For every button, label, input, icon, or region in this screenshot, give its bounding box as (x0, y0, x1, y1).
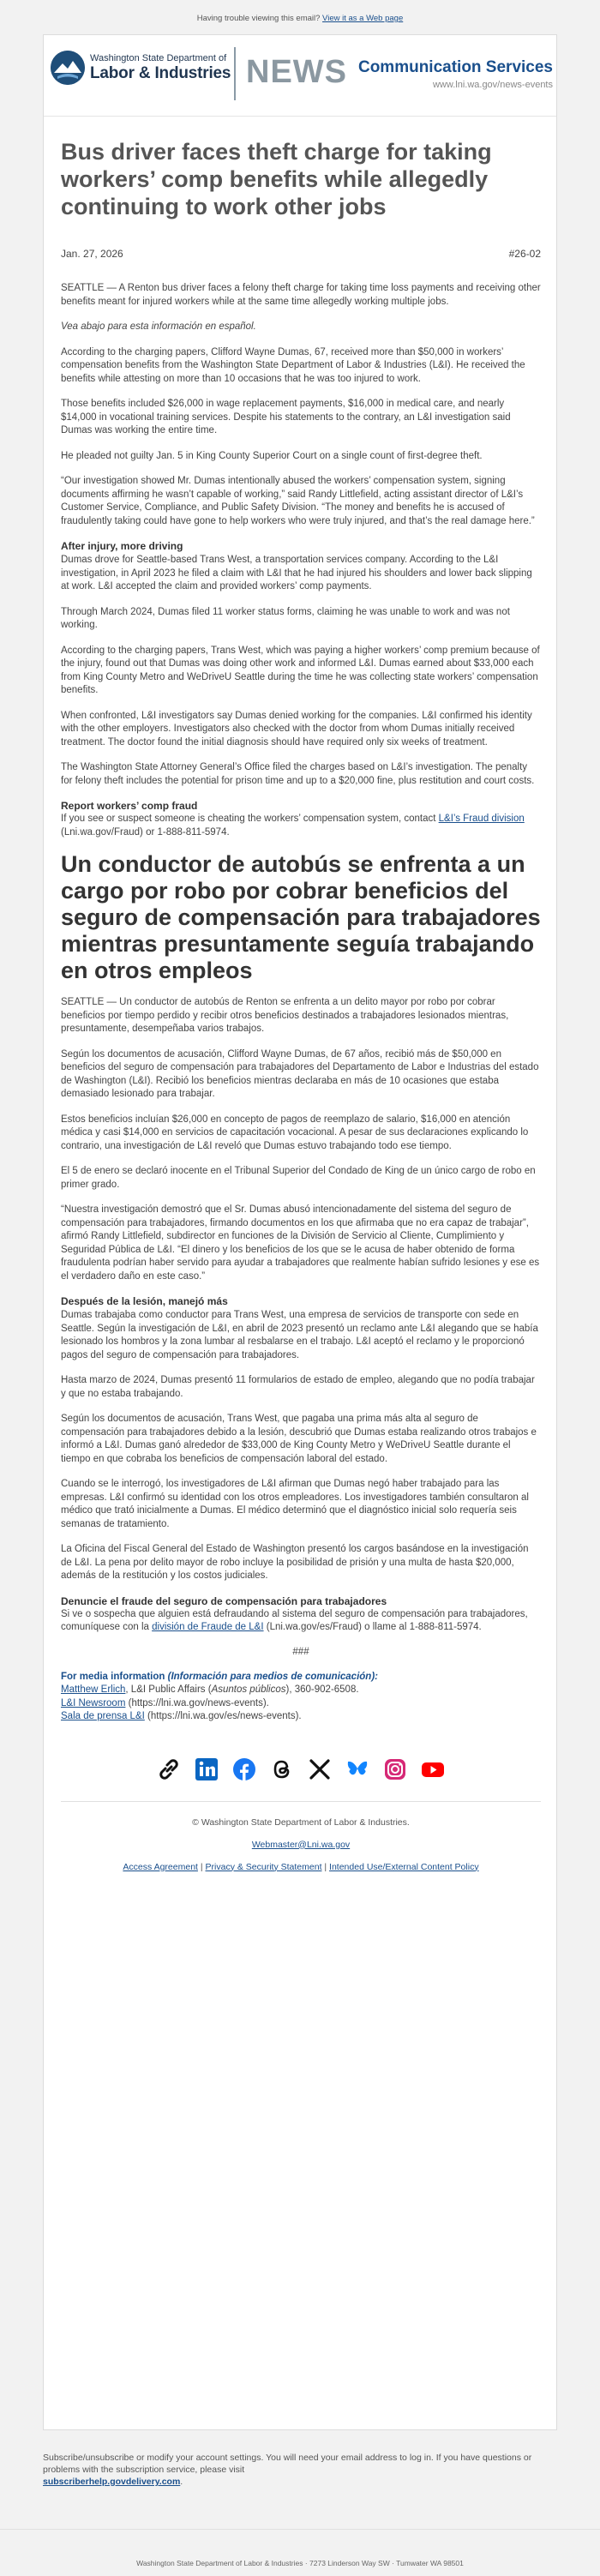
article (61, 138, 541, 1884)
threads-icon[interactable] (269, 1756, 295, 1782)
view-web-link[interactable]: View it as a Web page (322, 14, 404, 23)
instagram-icon[interactable] (382, 1756, 408, 1782)
fraude-division-link[interactable]: división de Fraude de L&I (152, 1622, 264, 1632)
paragraph: SEATTLE — A Renton bus driver faces a felony theft charge for taking time loss payments and receiving other benefits meant for injured workers while at the same time allegedly working multiple jobs. (61, 283, 541, 307)
header-url: www.lni.wa.gov/news-events (432, 80, 553, 90)
header (44, 35, 556, 117)
preheader (0, 0, 600, 34)
social-links (61, 1756, 541, 1782)
agency-line1: Washington State Department of (90, 53, 227, 63)
copyright: © Washington State Department of Labor & Industries. (192, 1816, 410, 1828)
paragraph: “Our investigation showed Mr. Dumas intentionally abused the workers’ compensation system, signing documents affirming he wasn’t capable of working,” said Randy Littlefield, acting assistant director of L&I’s Customer Service, Compliance, and Public Safety Division. “The money and benefits he is accused of fraudulently taking could have gone to help workers who were truly injured, and that’s the real damage here.” (61, 476, 535, 526)
paragraph: When confronted, L&I investigators say Dumas denied working for the companies. L&I confirmed his identity with the other employers. Investigators also checked with the doctor from whom Dumas initially received treatment. The doctor found the initial diagnosis should have required only six weeks of treatment. (61, 710, 532, 748)
contact-link[interactable]: Matthew Erlich (61, 1684, 126, 1695)
paragraph: SEATTLE — Un conductor de autobús de Renton se enfrenta a un delito mayor por robo por cobrar beneficios por tiempo perdido y recibir otros beneficios destinados a trabajadores lesionados mientras, presuntamente, desempeñaba varios trabajos. (61, 997, 509, 1034)
youtube-icon[interactable] (420, 1756, 446, 1782)
paragraph: Vea abajo para esta información en español. (61, 321, 256, 332)
section-heading: Después de la lesión, manejó más (61, 1295, 228, 1307)
media-contact (61, 1684, 541, 1697)
header-divider (234, 47, 236, 100)
subscriber-help-link[interactable]: subscriberhelp.govdelivery.com (43, 2477, 181, 2487)
lni-logo-icon (51, 51, 85, 85)
newsroom-link[interactable]: L&I Newsroom (61, 1697, 126, 1708)
release-date: Jan. 27, 2026 (61, 248, 123, 260)
intended-use-link[interactable]: Intended Use/External Content Policy (329, 1861, 479, 1872)
bluesky-icon[interactable] (345, 1756, 370, 1782)
x-icon[interactable] (307, 1756, 333, 1782)
report-en-pre: If you see or suspect someone is cheating the workers’ compensation system, contact (61, 814, 439, 824)
newsroom-url: (https://lni.wa.gov/news-events). (125, 1697, 269, 1708)
privacy-link[interactable]: Privacy & Security Statement (205, 1861, 322, 1872)
paragraph: Dumas trabajaba como conductor para Trans West, una empresa de servicios de transporte con sede en Seattle. Según la investigación de L&I, en abril de 2023 presentó un reclamo ante L&I alegando que se había lesionado los hombros y la zona lumbar al resbalarse en el trabajo. L&I aceptó el reclamo y le proporcionó pagos del seguro de compensación para trabajadores. (61, 1310, 538, 1360)
news-wordmark: NEWS (246, 54, 347, 90)
contact-phone: ), 360-902-6508. (285, 1684, 359, 1695)
section-heading: After injury, more driving (61, 540, 183, 552)
contact-role-es: Asuntos públicos (211, 1684, 286, 1695)
access-agreement-link[interactable]: Access Agreement (123, 1861, 198, 1872)
paragraph: Dumas drove for Seattle-based Trans West, a transportation services company. According to the L&I investigation, in April 2023 he filed a claim with L&I that he had injured his shoulders and lower back slipping at work. L&I accepted the claim and provided workers’ comp payments. (61, 555, 532, 591)
paragraph: Those benefits included $26,000 in wage replacement payments, $16,000 in medical care, and nearly $14,000 in vocational training services. Despite his statements to the contrary, an L&I investigation said Dumas was working the entire time. (61, 399, 511, 435)
paragraph: Estos beneficios incluían $26,000 en concepto de pagos de reemplazo de salario, $16,000 en atención médica y casi $14,000 en servicios de capacitación vocacional. A pesar de sus declaraciones explicando lo contrario, una investigación de L&I reveló que Dumas estuvo trabajando todo ese tiempo. (61, 1114, 529, 1151)
email-card (43, 34, 557, 2430)
media-heading-es: (Información para medios de comunicación): (167, 1671, 378, 1682)
section-heading: Denuncie el fraude del seguro de compensación para trabajadores (61, 1594, 387, 1607)
paragraph: La Oficina del Fiscal General del Estado de Washington presentó los cargos basándose en la investigación de L&I. La pena por delito mayor de robo incluye la posibilidad de prisión y una multa de hasta $20,000, además de la restitución y los costos judiciales. (61, 1544, 529, 1581)
report-en (61, 813, 541, 839)
media-newsroom (61, 1697, 541, 1711)
paragraph: According to the charging papers, Trans West, which was paying a higher workers’ comp premium because of the injury, found out that Dumas was doing other work and informed L&I. Dumas earned about $33,000 each from King County Metro and WeDriveU Seattle during the time he was collecting state workers’ compensation benefits. (61, 645, 540, 695)
media-info (61, 1671, 541, 1724)
link-icon[interactable] (156, 1756, 182, 1782)
paragraph: El 5 de enero se declaró inocente en el Tribunal Superior del Condado de King de un único cargo de robo en primer grado. (61, 1166, 536, 1190)
paragraph: Through March 2024, Dumas filed 11 worker status forms, claiming he was unable to work and was not working. (61, 606, 510, 630)
article-title: Bus driver faces theft charge for taking workers’ comp benefits while allegedly continuing to work other jobs (61, 139, 492, 219)
paragraph: According to the charging papers, Clifford Wayne Dumas, 67, received more than $50,000 in workers’ compensation benefits from the Washington State Department of Labor & Industries (L&I). He received the benefits while attesting on more than 10 occasions that he was too injured to work. (61, 346, 525, 384)
paragraph: Hasta marzo de 2024, Dumas presentó 11 formularios de estado de empleo, alegando que no podía trabajar y que no estaba trabajando. (61, 1375, 535, 1399)
footer-links: Access Agreement | Privacy & Security Statement | Intended Use/External Content Policy (123, 1861, 479, 1872)
spanish-title: Un conductor de autobús se enfrenta a un cargo por robo por cobrar beneficios del seguro de compensación para trabajadores mientras presuntamente seguía trabajando en otros empleos (61, 851, 541, 983)
subscription-footer: Subscribe/unsubscribe or modify your account settings. You will need your email address to log in. If you have questions or problems with the subscription service, please visit subscriberhelp.govdelivery.com. (43, 2453, 532, 2487)
report-es (61, 1608, 541, 1635)
spanish-body (61, 996, 541, 1608)
subscription-text: Subscribe/unsubscribe or modify your account settings. You will need your email address to log in. If you have questions or problems with the subscription service, please visit (43, 2453, 532, 2475)
facebook-icon[interactable] (231, 1756, 257, 1782)
preheader-text: Having trouble viewing this email? (196, 14, 321, 23)
contact-role-pre: , L&I Public Affairs ( (125, 1684, 212, 1695)
paragraph: Según los documentos de acusación, Clifford Wayne Dumas, de 67 años, recibió más de $50,000 en beneficios del seguro de compensación para trabajadores del Departamento de Labor e Industrias del estado de Washington (L&I). Recibió los beneficios mientras declaraba en más de 10 ocasiones que estaba demasiado lesionado para trabajar. (61, 1048, 539, 1099)
separator: ### (292, 1646, 309, 1657)
paragraph: He pleaded not guilty Jan. 5 in King County Superior Court on a single count of first-degree theft. (61, 450, 483, 461)
paragraph: The Washington State Attorney General’s Office filed the charges based on L&I’s investigation. The penalty for felony theft includes the potential for prison time and up to a $20,000 fine, plus restitution and court costs. (61, 762, 535, 786)
report-es-post: (Lni.wa.gov/es/Fraud) o llame al 1-888-811-5974. (263, 1622, 482, 1632)
dateline (61, 248, 541, 260)
sala-link[interactable]: Sala de prensa L&I (61, 1711, 145, 1721)
sala-url: (https://lni.wa.gov/es/news-events). (144, 1711, 302, 1721)
webmaster-link[interactable]: Webmaster@Lni.wa.gov (251, 1839, 351, 1850)
section-heading: Report workers’ comp fraud (61, 800, 198, 812)
paragraph: Según los documentos de acusación, Trans West, que pagaba una prima más alta al seguro de compensación para trabajadores debido a la lesión, descubrió que Dumas estaba realizando otros trabajos e informó a L&I. Dumas ganó alrededor de $33,000 de King County Metro y WeDriveU Seattle durante el tiempo en que cobraba los beneficios de compensación laboral del estado. (61, 1414, 537, 1464)
media-heading (61, 1671, 541, 1684)
card-footer (61, 1817, 541, 1872)
release-number: #26-02 (508, 248, 541, 260)
english-body (61, 282, 541, 813)
linkedin-icon[interactable] (194, 1756, 219, 1782)
paragraph: Cuando se le interrogó, los investigadores de L&I afirman que Dumas negó haber trabajado para las empresas. L&I confirmó su identidad con los otros empleadores. Los investigadores también consultaron al médico que trató inicialmente a Dumas. El médico determinó que el diagnóstico inicial solo requería seis semanas de tratamiento. (61, 1479, 529, 1529)
agency-line2: Labor & Industries (90, 64, 231, 82)
comm-services-title: Communication Services (357, 58, 553, 76)
report-es-pre: Si ve o sospecha que alguien está defraudando al sistema del seguro de compensación para trabajadores, comuníquese con la (61, 1608, 528, 1632)
report-en-post: (Lni.wa.gov/Fraud) or 1-888-811-5974. (61, 826, 230, 838)
address-footer: Washington State Department of Labor & Industries · 7273 Linderson Way SW · Tumwater WA 98501 (0, 2529, 600, 2567)
paragraph: “Nuestra investigación demostró que el Sr. Dumas abusó intencionadamente del sistema del seguro de compensación para trabajadores, firmando documentos en los que afirmaba que no era capaz de trabajar”, afirmó Randy Littlefield, subdirector en funciones de la División de Servicio al Cliente, Cumplimiento y Seguridad Pública de L&I. “El dinero y los beneficios de los que se le acusa de haber obtenido de forma fraudulenta podrían haber servido para ayudar a trabajadores que realmente habían sufrido lesiones y ese es el verdadero daño en este caso.” (61, 1204, 540, 1282)
media-heading-en: For media information (61, 1671, 165, 1682)
media-sala (61, 1710, 541, 1724)
footer-divider (61, 1801, 541, 1802)
fraud-division-link[interactable]: L&I’s Fraud division (438, 814, 525, 824)
